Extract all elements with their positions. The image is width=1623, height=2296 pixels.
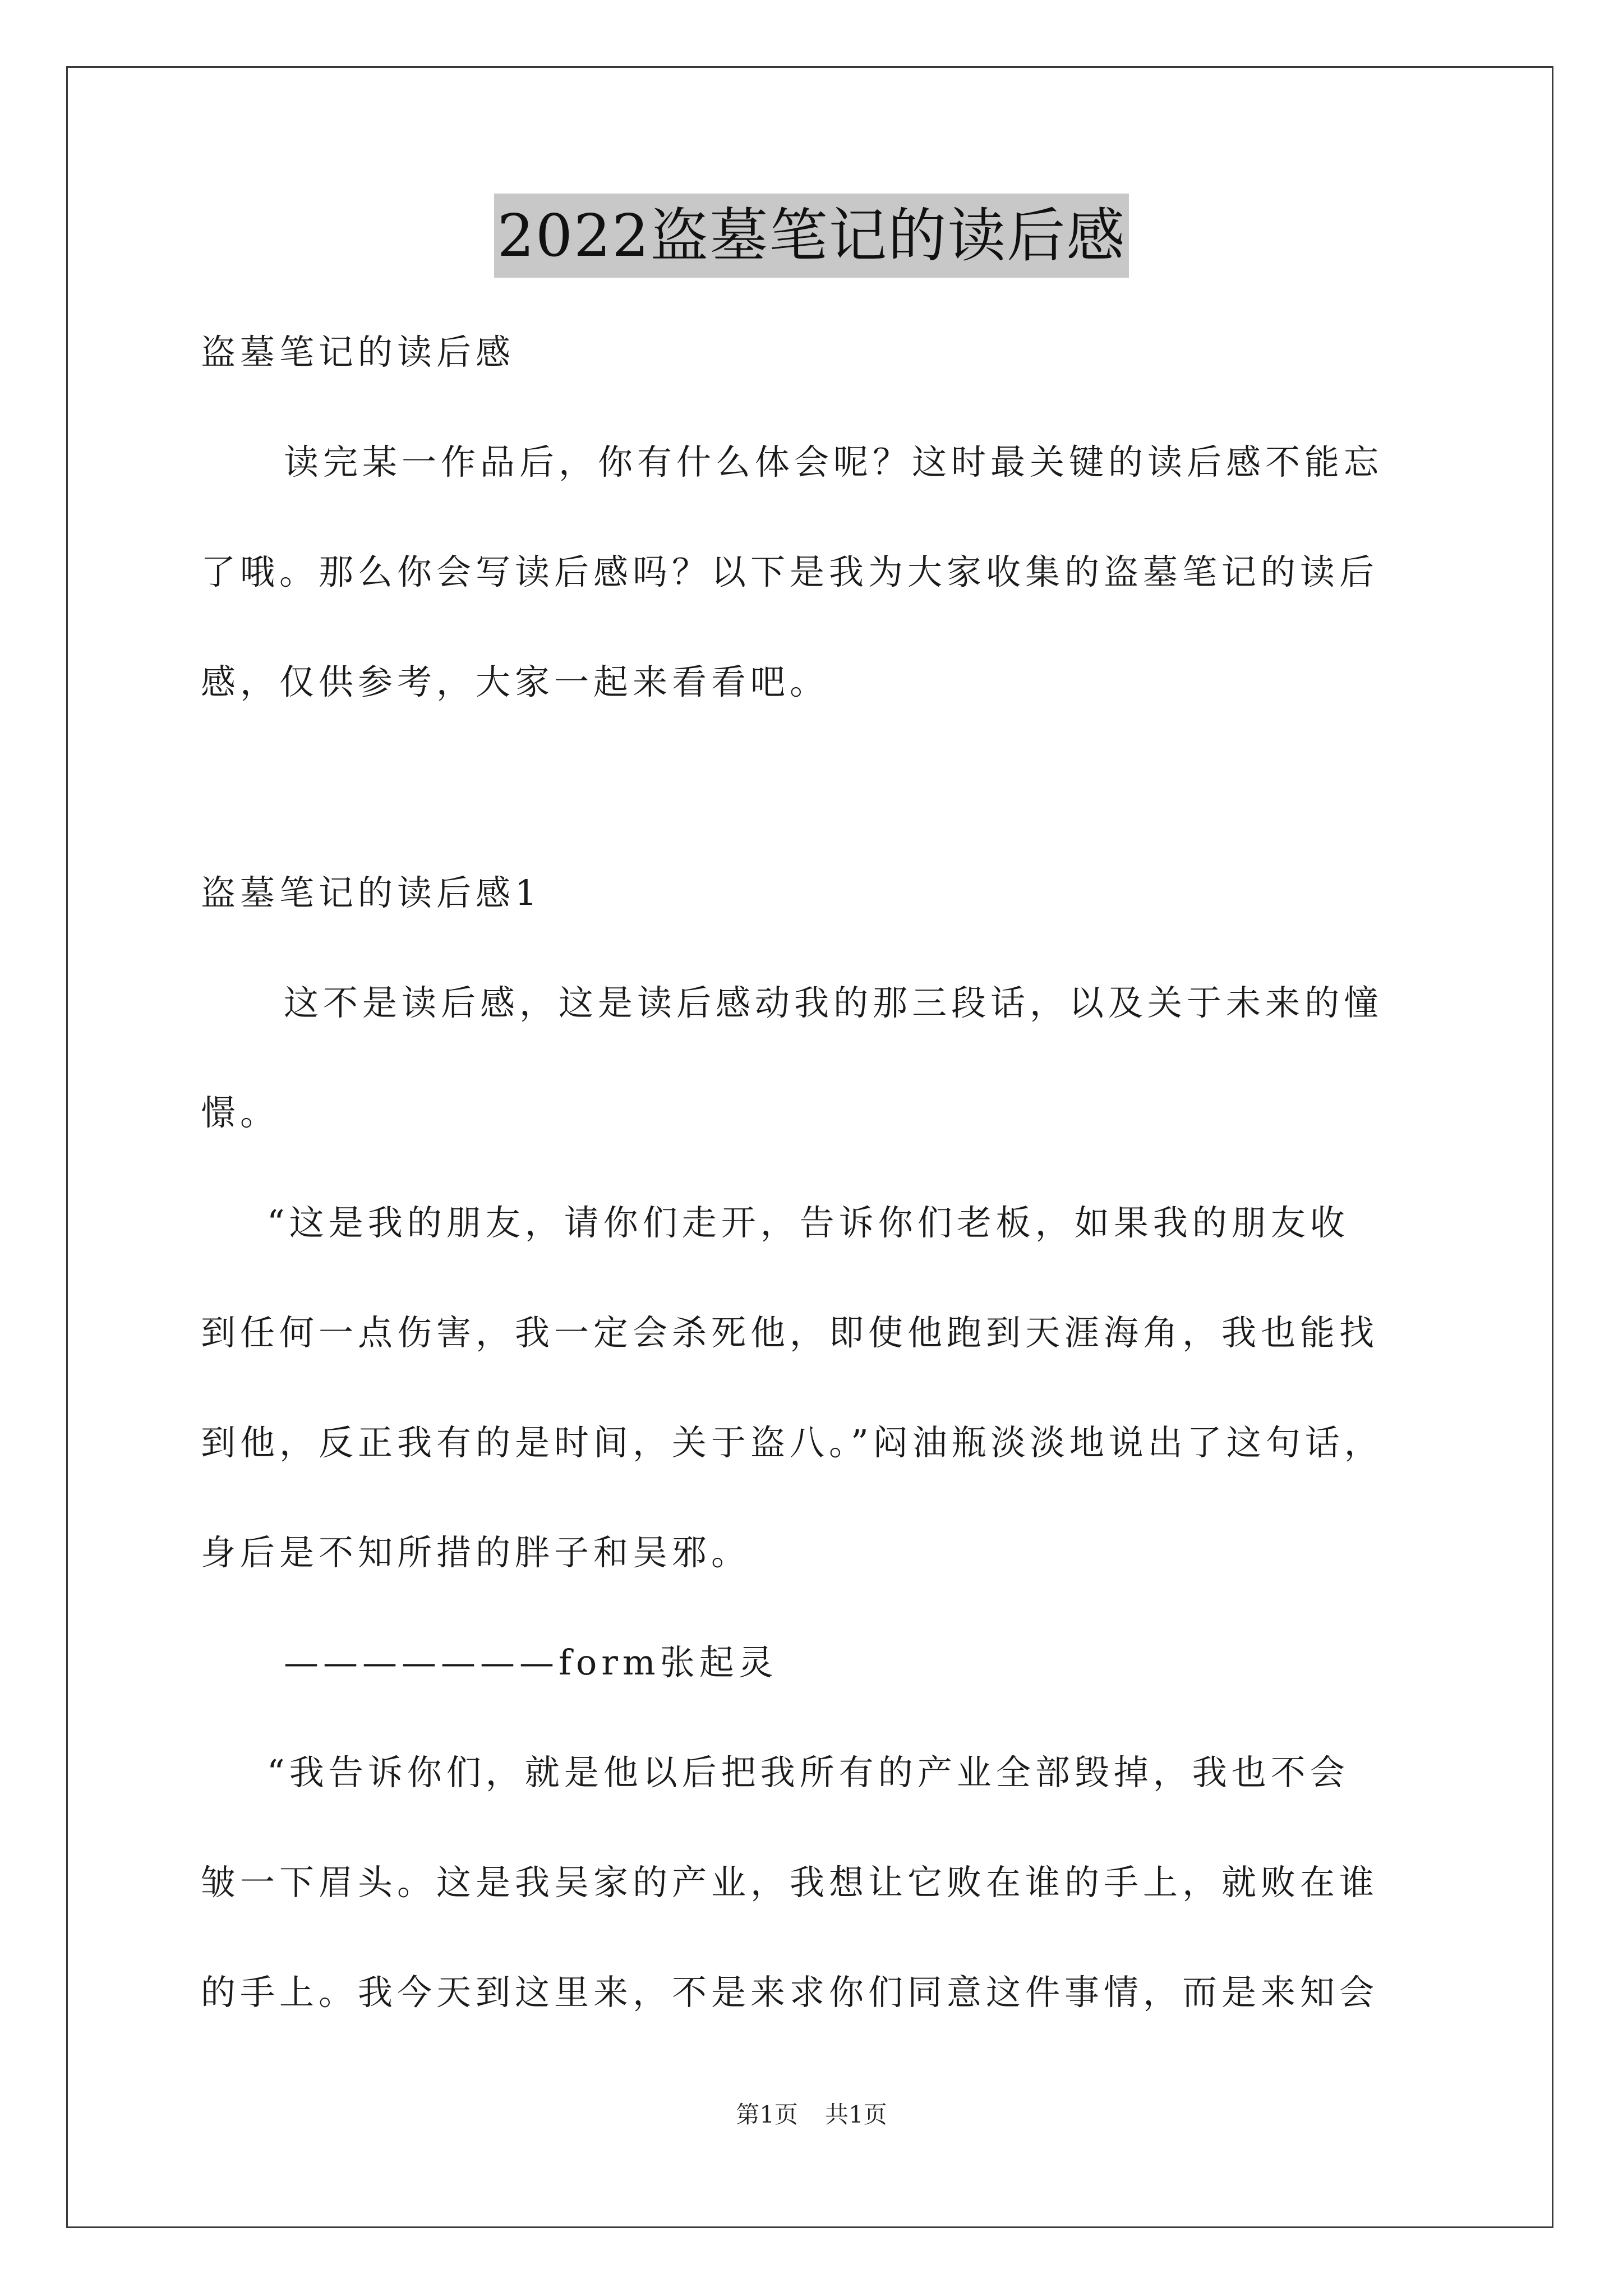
quote-line: 到任何一点伤害，我一定会杀死他，即使他跑到天涯海角，我也能找 bbox=[201, 1312, 1379, 1353]
subtitle: 盗墓笔记的读后感 bbox=[201, 332, 515, 372]
quote-line: 到他，反正我有的是时间，关于盗八。”闷油瓶淡淡地说出了这句话， bbox=[201, 1422, 1384, 1463]
quote-line: 的手上。我今天到这里来，不是来求你们同意这件事情，而是来知会 bbox=[201, 1972, 1379, 2013]
title-container bbox=[0, 194, 1623, 278]
quote-attribution: ———————form张起灵 bbox=[284, 1642, 778, 1683]
page-footer bbox=[0, 2098, 1623, 2132]
intro-line: 读完某一作品后，你有什么体会呢？这时最关键的读后感不能忘 bbox=[284, 441, 1384, 482]
document-body bbox=[201, 297, 1479, 2047]
quote-line: 身后是不知所措的胖子和吴邪。 bbox=[201, 1532, 751, 1573]
document-title: 2022盗墓笔记的读后感 bbox=[494, 194, 1129, 278]
quote-line: 皱一下眉头。这是我吴家的产业，我想让它败在谁的手上，就败在谁 bbox=[201, 1862, 1379, 1903]
paragraph-line: 憬。 bbox=[201, 1092, 280, 1133]
paragraph-line: 这不是读后感，这是读后感动我的那三段话，以及关于未来的憧 bbox=[284, 982, 1384, 1023]
section-heading: 盗墓笔记的读后感1 bbox=[201, 872, 542, 913]
page-total: 共1页 bbox=[825, 2101, 887, 2128]
intro-line: 感，仅供参考，大家一起来看看吧。 bbox=[201, 661, 829, 702]
quote-line: “我告诉你们，就是他以后把我所有的产业全部毁掉，我也不会 bbox=[267, 1752, 1349, 1793]
page-number: 第1页 bbox=[736, 2101, 798, 2128]
quote-line: “这是我的朋友，请你们走开，告诉你们老板，如果我的朋友收 bbox=[267, 1202, 1349, 1243]
section-gap bbox=[201, 737, 1479, 838]
intro-line: 了哦。那么你会写读后感吗？以下是我为大家收集的盗墓笔记的读后 bbox=[201, 551, 1379, 592]
